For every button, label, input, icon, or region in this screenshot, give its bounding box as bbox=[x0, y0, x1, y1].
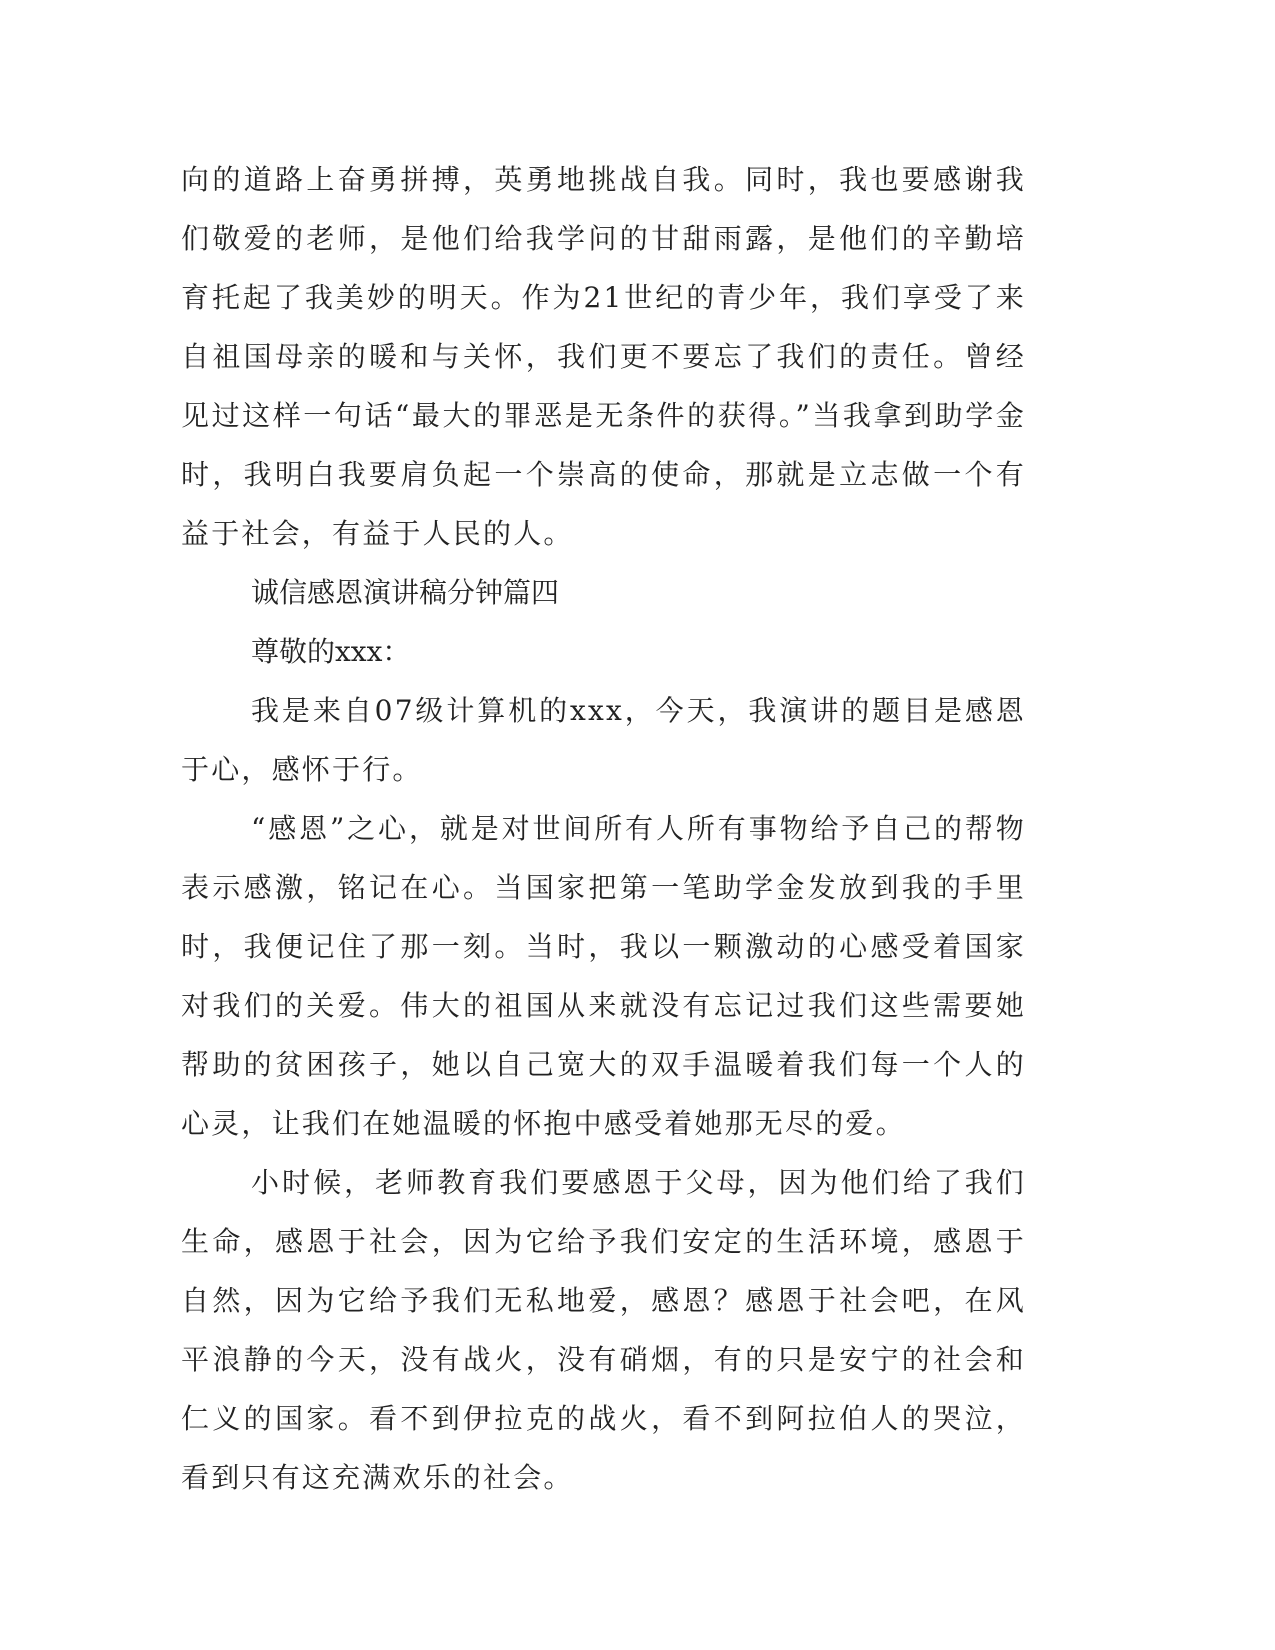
paragraph-childhood: 小时候，老师教育我们要感恩于父母，因为他们给了我们生命，感恩于社会，因为它给予我们安定的生活环境，感恩于自然，因为它给予我们无私地爱，感恩？感恩于社会吧，在风平浪静的今天，没有战火，没有硝烟，有的只是安宁的社会和仁义的国家。看不到伊拉克的战火，看不到阿拉伯人的哭泣，看到只有这充满欢乐的社会。 bbox=[181, 1166, 1026, 1494]
section-heading: 诚信感恩演讲稿分钟篇四 bbox=[251, 576, 560, 609]
paragraph-gratitude: “感恩”之心，就是对世间所有人所有事物给予自己的帮物表示感激，铭记在心。当国家把第一笔助学金发放到我的手里时，我便记住了那一刻。当时，我以一颗激动的心感受着国家对我们的关爱。伟大的祖国从来就没有忘记过我们这些需要她帮助的贫困孩子，她以自己宽大的双手温暖着我们每一个人的心灵，让我们在她温暖的怀抱中感受着她那无尽的爱。 bbox=[181, 812, 1026, 1140]
document-body bbox=[181, 150, 1026, 1507]
paragraph-continuation: 向的道路上奋勇拼搏，英勇地挑战自我。同时，我也要感谢我们敬爱的老师，是他们给我学问的甘甜雨露，是他们的辛勤培育托起了我美妙的明天。作为21世纪的青少年，我们享受了来自祖国母亲的暖和与关怀，我们更不要忘了我们的责任。曾经见过这样一句话“最大的罪恶是无条件的获得。”当我拿到助学金时，我明白我要肩负起一个崇高的使命，那就是立志做一个有益于社会，有益于人民的人。 bbox=[181, 163, 1026, 550]
paragraph-intro: 我是来自07级计算机的xxx，今天，我演讲的题目是感恩于心，感怀于行。 bbox=[181, 694, 1026, 786]
salutation: 尊敬的xxx： bbox=[251, 635, 411, 668]
